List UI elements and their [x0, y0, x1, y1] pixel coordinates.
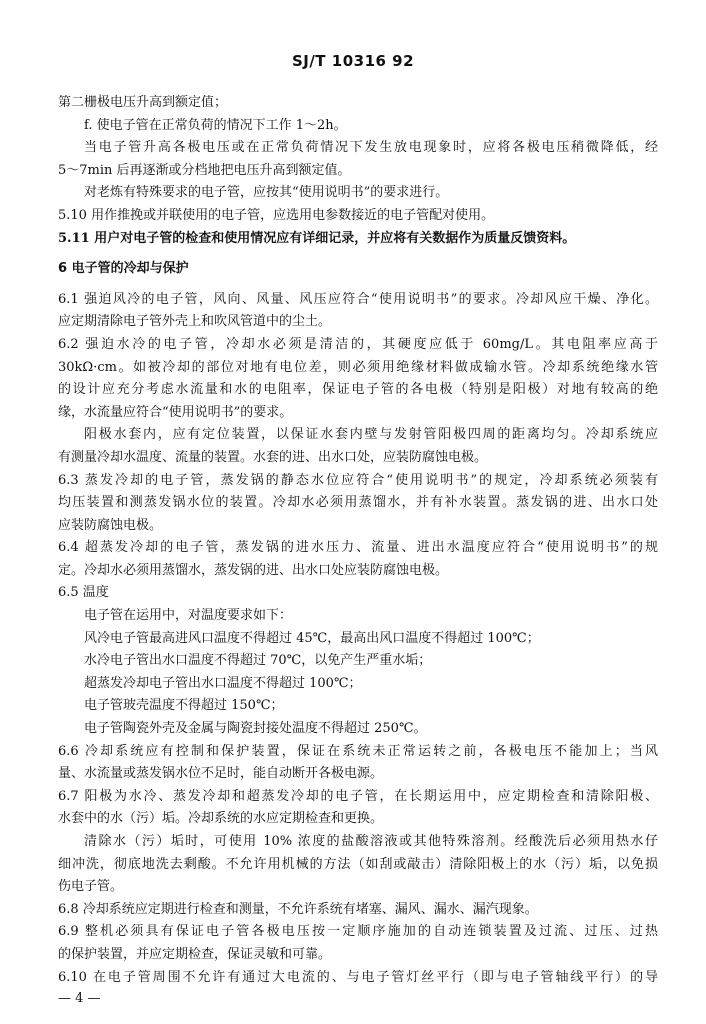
text-line: 细冲洗，彻底地洗去剩酸。不允许用机械的方法（如刮或敲击）清除阳极上的水（污）垢，以免损	[58, 856, 658, 872]
clause-6-1: 6.1 强迫风冷的电子管，风向、风量、风压应符合“使用说明书”的要求。冷却风应干燥、净化。	[58, 291, 658, 307]
clause-6-5: 6.5 温度	[58, 585, 109, 601]
text-line: 应装防腐蚀电极。	[58, 517, 163, 533]
standard-number-header: SJ/T 10316 92	[291, 52, 415, 70]
text-line: 5～7min 后再逐渐或分档地把电压升高到额定值。	[58, 162, 351, 178]
clause-6-6: 6.6 冷却系统应有控制和保护装置，保证在系统未正常运转之前，各极电压不能加上；当风	[58, 743, 658, 759]
text-line: 30kΩ·cm。如被冷却的部位对地有电位差，则必须用绝缘材料做成输水管。冷却系统绝缘水管	[58, 359, 658, 375]
temperature-item: 风冷电子管最高进风口温度不得超过 45℃，最高出风口温度不得超过 100℃；	[84, 630, 540, 646]
clause-5-10: 5.10 用作推挽或并联使用的电子管，应选用电参数接近的电子管配对使用。	[58, 207, 495, 223]
clause-6-8: 6.8 冷却系统应定期进行检查和测量，不允许系统有堵塞、漏风、漏水、漏汽现象。	[58, 901, 538, 917]
clause-5-11: 5.11 用户对电子管的检查和使用情况应有详细记录，并应将有关数据作为质量反馈资料。	[58, 230, 576, 246]
text-line: 均压装置和测蒸发锅水位的装置。冷却水必须用蒸馏水，并有补水装置。蒸发锅的进、出水口处	[58, 495, 658, 511]
list-item-f: f. 使电子管在正常负荷的情况下工作 1～2h。	[84, 117, 347, 133]
temperature-item: 超蒸发冷却电子管出水口温度不得超过 100℃；	[84, 675, 362, 691]
page-number: — 4 —	[58, 991, 101, 1006]
clause-6-2: 6.2 强迫水冷的电子管，冷却水必须是清洁的，其硬度应低于 60mg/L。其电阻率应高于	[58, 336, 658, 352]
text-line: 第二栅极电压升高到额定值；	[58, 95, 228, 110]
clause-6-10: 6.10 在电子管周围不允许有通过大电流的、与电子管灯丝平行（即与电子管轴线平行）的导	[58, 969, 658, 985]
text-line: 有测量冷却水温度、流量的装置。水套的进、出水口处，应装防腐蚀电极。	[58, 449, 488, 465]
clause-6-3: 6.3 蒸发冷却的电子管，蒸发锅的静态水位应符合“使用说明书”的规定，冷却系统必须装有	[58, 472, 658, 488]
text-line: 当电子管升高各极电压或在正常负荷情况下发生放电现象时，应将各极电压稍微降低，经	[84, 140, 658, 156]
text-line: 电子管在运用中，对温度要求如下：	[84, 608, 293, 624]
temperature-item: 电子管陶瓷外壳及金属与陶瓷封接处温度不得超过 250℃。	[84, 721, 427, 737]
text-line: 定。冷却水必须用蒸馏水，蒸发锅的进、出水口处应装防腐蚀电极。	[58, 562, 449, 578]
text-line: 缘，水流量应符合“使用说明书”的要求。	[58, 404, 293, 420]
text-line: 的保护装置，并应定期检查，保证灵敏和可靠。	[58, 946, 332, 962]
text-line: 伤电子管。	[58, 879, 124, 895]
temperature-item: 电子管玻壳温度不得超过 150℃；	[84, 698, 284, 714]
text-line: 水套中的水（污）垢。冷却系统的水应定期检查和更换。	[58, 811, 384, 827]
text-line: 清除水（污）垢时，可使用 10% 浓度的盐酸溶液或其他特殊溶剂。经酸洗后必须用热水仔	[84, 834, 658, 849]
text-line: 对老炼有特殊要求的电子管，应按其“使用说明书”的要求进行。	[84, 185, 449, 201]
section-6-heading: 6 电子管的冷却与保护	[58, 261, 189, 277]
text-line: 的设计应充分考虑水流量和水的电阻率，保证电子管的各电极（特别是阳极）对地有较高的绝	[58, 382, 658, 398]
text-line: 量、水流量或蒸发锅水位不足时，能自动断开各极电源。	[58, 766, 384, 782]
clause-6-7: 6.7 阳极为水冷、蒸发冷却和超蒸发冷却的电子管，在长期运用中，应定期检查和清除阳极、	[58, 788, 658, 804]
clause-6-4: 6.4 超蒸发冷却的电子管，蒸发锅的进水压力、流量、进出水温度应符合“使用说明书”的规	[58, 540, 658, 556]
temperature-item: 水冷电子管出水口温度不得超过 70℃，以免产生严重水垢；	[84, 653, 432, 669]
text-line: 应定期清除电子管外壳上和吹风管道中的尘土。	[58, 314, 332, 330]
clause-6-9: 6.9 整机必须具有保证电子管各极电压按一定顺序施加的自动连锁装置及过流、过压、过热	[58, 924, 658, 940]
text-line: 阳极水套内，应有定位装置，以保证水套内壁与发射管阳极四周的距离均匀。冷却系统应	[84, 427, 658, 443]
document-body	[58, 92, 658, 989]
